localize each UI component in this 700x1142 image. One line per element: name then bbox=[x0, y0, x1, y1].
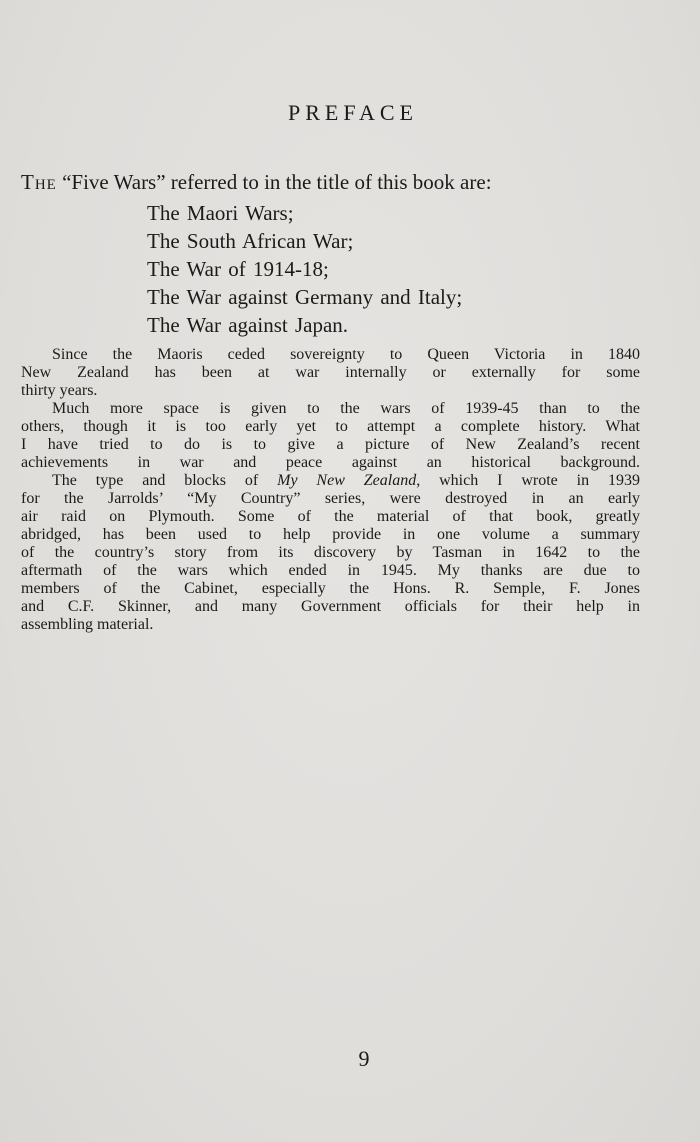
intro-lead-small-caps: The bbox=[21, 170, 57, 194]
paragraph-wars-1939-45 bbox=[21, 400, 640, 472]
wars-list-item: The War of 1914-18; bbox=[147, 257, 329, 281]
text-line: aftermath of the wars which ended in 1945. My thanks are due to bbox=[21, 562, 640, 579]
wars-list bbox=[147, 199, 462, 339]
intro-sentence bbox=[21, 168, 661, 196]
text-line: New Zealand has been at war internally or externally for some bbox=[21, 364, 640, 381]
wars-list-item: The War against Germany and Italy; bbox=[147, 285, 463, 309]
wars-list-item: The War against Japan. bbox=[147, 313, 349, 337]
book-title-italic: My New Zealand bbox=[277, 472, 417, 489]
paragraph-sovereignty bbox=[21, 346, 640, 400]
wars-list-item: The South African War; bbox=[147, 229, 354, 253]
text-line: I have tried to do is to give a picture of New Zealand’s recent bbox=[21, 436, 640, 453]
wars-list-item: The Maori Wars; bbox=[147, 201, 294, 225]
text-line: abridged, has been used to help provide in one volume a summary bbox=[21, 526, 640, 543]
page-title: PREFACE bbox=[288, 100, 418, 125]
intro-rest: “Five Wars” referred to in the title of this book are: bbox=[56, 170, 492, 194]
text-line: Since the Maoris ceded sovereignty to Queen Victoria in 1840 bbox=[52, 346, 640, 363]
paragraph-acknowledgements bbox=[21, 472, 640, 634]
text-line: thirty years. bbox=[21, 382, 98, 399]
text-line bbox=[21, 472, 640, 490]
text-line-start: The type and blocks of bbox=[52, 472, 278, 489]
text-line-tail: , which I wrote in 1939 bbox=[416, 472, 640, 489]
page-number: 9 bbox=[358, 1046, 370, 1071]
text-line: of the country’s story from its discovery by Tasman in 1642 to the bbox=[21, 544, 640, 561]
text-line: others, though it is too early yet to attempt a complete history. What bbox=[21, 418, 640, 435]
text-line: Much more space is given to the wars of 1939-45 than to the bbox=[52, 400, 640, 417]
text-line: and C.F. Skinner, and many Government officials for their help in bbox=[21, 598, 640, 615]
text-line: assembling material. bbox=[21, 616, 154, 633]
text-line: for the Jarrolds’ “My Country” series, were destroyed in an early bbox=[21, 490, 640, 507]
text-line: achievements in war and peace against an historical background. bbox=[21, 454, 640, 471]
text-line: air raid on Plymouth. Some of the material of that book, greatly bbox=[21, 508, 640, 525]
text-line: members of the Cabinet, especially the Hons. R. Semple, F. Jones bbox=[21, 580, 640, 597]
preface-body bbox=[21, 346, 640, 634]
